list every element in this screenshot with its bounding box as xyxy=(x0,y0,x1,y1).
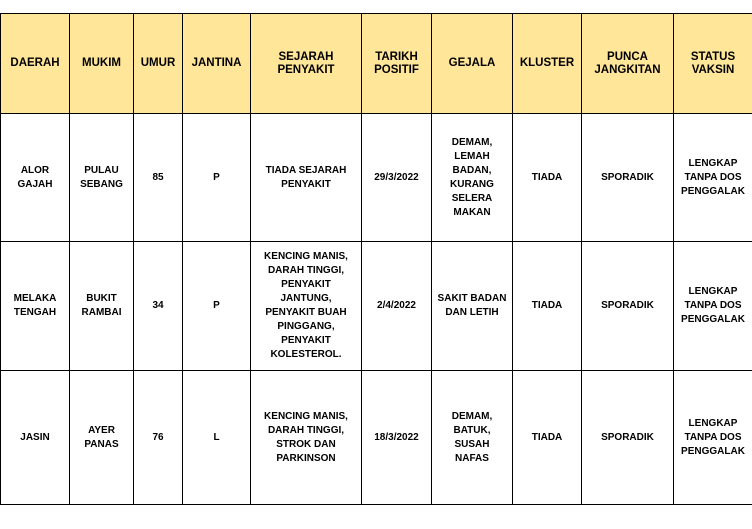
covid-case-table xyxy=(0,13,752,505)
cell-mukim: PULAU SEBANG xyxy=(70,114,134,242)
cell-punca-jangkitan: SPORADIK xyxy=(582,114,674,242)
cell-gejala: DEMAM, LEMAH BADAN, KURANG SELERA MAKAN xyxy=(432,114,513,242)
table-row xyxy=(1,242,752,371)
cell-status-vaksin: LENGKAP TANPA DOS PENGGALAK xyxy=(674,242,752,371)
cell-gejala: DEMAM, BATUK, SUSAH NAFAS xyxy=(432,371,513,505)
cell-kluster: TIADA xyxy=(513,114,582,242)
cell-sejarah-penyakit: KENCING MANIS, DARAH TINGGI, STROK DAN PARKINSON xyxy=(251,371,362,505)
cell-sejarah-penyakit: KENCING MANIS, DARAH TINGGI, PENYAKIT JANTUNG, PENYAKIT BUAH PINGGANG, PENYAKIT KOLESTEROL. xyxy=(251,242,362,371)
table-header xyxy=(1,14,752,114)
cell-punca-jangkitan: SPORADIK xyxy=(582,371,674,505)
header-jantina: JANTINA xyxy=(183,14,251,114)
cell-jantina: P xyxy=(183,242,251,371)
header-status-vaksin: STATUS VAKSIN xyxy=(674,14,752,114)
header-kluster: KLUSTER xyxy=(513,14,582,114)
cell-jantina: L xyxy=(183,371,251,505)
cell-tarikh-positif: 18/3/2022 xyxy=(362,371,432,505)
cell-daerah: JASIN xyxy=(1,371,70,505)
cell-tarikh-positif: 2/4/2022 xyxy=(362,242,432,371)
header-umur: UMUR xyxy=(134,14,183,114)
cell-punca-jangkitan: SPORADIK xyxy=(582,242,674,371)
table-row xyxy=(1,114,752,242)
header-punca-jangkitan: PUNCA JANGKITAN xyxy=(582,14,674,114)
header-tarikh-positif: TARIKH POSITIF xyxy=(362,14,432,114)
cell-status-vaksin: LENGKAP TANPA DOS PENGGALAK xyxy=(674,371,752,505)
cell-mukim: BUKIT RAMBAI xyxy=(70,242,134,371)
cell-daerah: MELAKA TENGAH xyxy=(1,242,70,371)
table-body xyxy=(1,114,752,505)
cell-mukim: AYER PANAS xyxy=(70,371,134,505)
cell-tarikh-positif: 29/3/2022 xyxy=(362,114,432,242)
cell-status-vaksin: LENGKAP TANPA DOS PENGGALAK xyxy=(674,114,752,242)
cell-sejarah-penyakit: TIADA SEJARAH PENYAKIT xyxy=(251,114,362,242)
header-gejala: GEJALA xyxy=(432,14,513,114)
cell-umur: 76 xyxy=(134,371,183,505)
cell-umur: 85 xyxy=(134,114,183,242)
cell-kluster: TIADA xyxy=(513,371,582,505)
header-daerah: DAERAH xyxy=(1,14,70,114)
header-row xyxy=(1,14,752,114)
header-sejarah-penyakit: SEJARAH PENYAKIT xyxy=(251,14,362,114)
table-row xyxy=(1,371,752,505)
cell-umur: 34 xyxy=(134,242,183,371)
cell-kluster: TIADA xyxy=(513,242,582,371)
cell-jantina: P xyxy=(183,114,251,242)
cell-gejala: SAKIT BADAN DAN LETIH xyxy=(432,242,513,371)
cell-daerah: ALOR GAJAH xyxy=(1,114,70,242)
header-mukim: MUKIM xyxy=(70,14,134,114)
